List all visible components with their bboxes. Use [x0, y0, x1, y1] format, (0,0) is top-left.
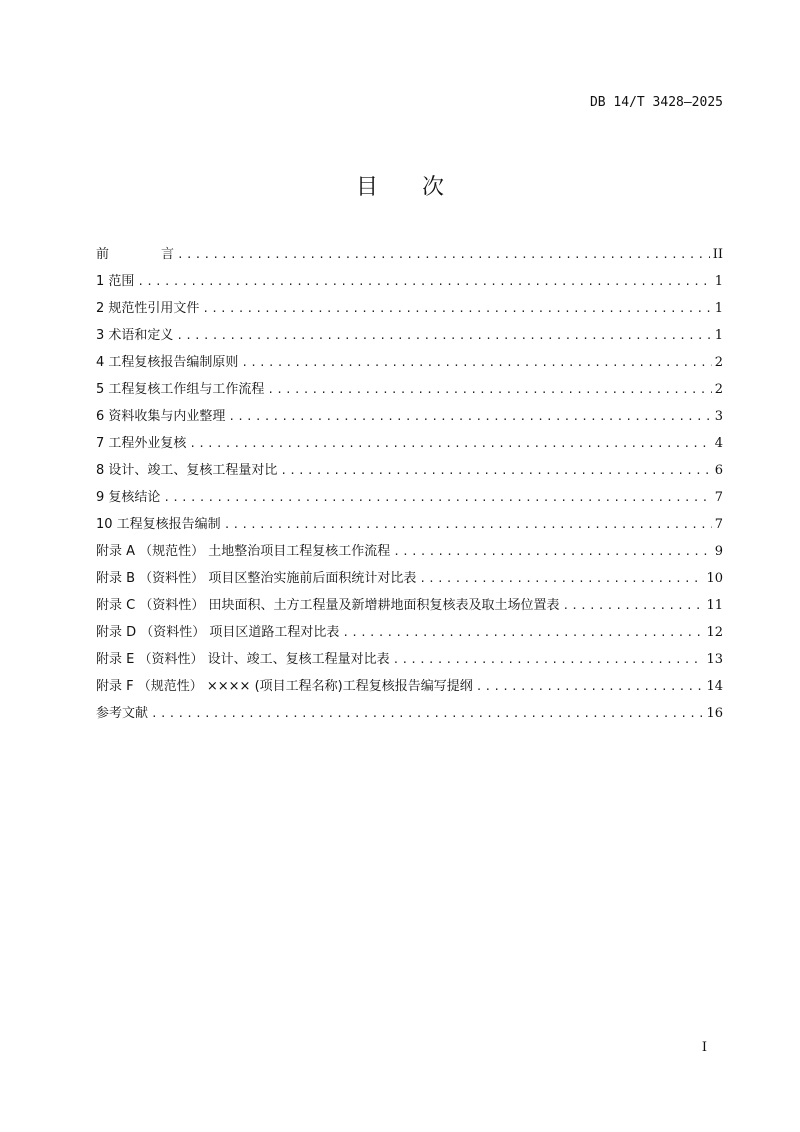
- document-code: DB 14/T 3428—2025: [589, 95, 723, 110]
- toc-page-number: 1: [714, 328, 723, 343]
- toc-page-number: 6: [714, 463, 723, 478]
- toc-leader-dots: [342, 619, 703, 646]
- toc-entry-label: 4 工程复核报告编制原则: [96, 355, 239, 370]
- toc-leader-dots: [267, 376, 711, 403]
- toc-entry-appendix-a[interactable]: [96, 538, 723, 565]
- toc-entry-appendix-e[interactable]: [96, 646, 723, 673]
- toc-leader-dots: [476, 673, 704, 700]
- toc-leader-dots: [224, 511, 712, 538]
- toc-entry[interactable]: [96, 430, 723, 457]
- toc-entry-label: 5 工程复核工作组与工作流程: [96, 382, 265, 397]
- toc-page-number: 3: [714, 409, 723, 424]
- toc-page-number: 14: [706, 679, 723, 694]
- toc-entry-label: 7 工程外业复核: [96, 436, 187, 451]
- toc-page-number: 1: [714, 301, 723, 316]
- toc-entry-label: 8 设计、竣工、复核工程量对比: [96, 463, 278, 478]
- toc-entry-appendix-b[interactable]: [96, 565, 723, 592]
- toc-entry-label: 附录 E （资料性） 设计、竣工、复核工程量对比表: [96, 652, 390, 667]
- toc-entry[interactable]: [96, 268, 723, 295]
- toc-entry-foreword[interactable]: [96, 241, 723, 268]
- toc-entry-label: 参考文献: [96, 706, 149, 721]
- toc-page-number: 1: [714, 274, 723, 289]
- toc-page-number: 9: [714, 544, 723, 559]
- toc-page-number: II: [712, 247, 723, 262]
- toc-entry-label: 前 言: [96, 247, 175, 262]
- toc-entry-label: 附录 B （资料性） 项目区整治实施前后面积统计对比表: [96, 571, 417, 586]
- table-of-contents: [96, 241, 723, 727]
- toc-leader-dots: [241, 349, 711, 376]
- toc-leader-dots: [562, 592, 703, 619]
- toc-leader-dots: [151, 700, 703, 727]
- toc-entry[interactable]: [96, 376, 723, 403]
- toc-entry-label: 1 范围: [96, 274, 135, 289]
- toc-entry-label: 2 规范性引用文件: [96, 301, 200, 316]
- toc-entry-label: 附录 A （规范性） 土地整治项目工程复核工作流程: [96, 544, 391, 559]
- toc-page-number: 13: [706, 652, 723, 667]
- page-number: I: [701, 1040, 707, 1055]
- toc-page-number: 10: [706, 571, 723, 586]
- toc-entry-label: 10 工程复核报告编制: [96, 517, 221, 532]
- toc-entry[interactable]: [96, 349, 723, 376]
- toc-leader-dots: [176, 322, 711, 349]
- toc-entry[interactable]: [96, 484, 723, 511]
- toc-entry-label: 9 复核结论: [96, 490, 161, 505]
- toc-page-number: 16: [706, 706, 723, 721]
- toc-leader-dots: [189, 430, 711, 457]
- toc-leader-dots: [280, 457, 711, 484]
- toc-page-number: 7: [714, 517, 723, 532]
- toc-leader-dots: [202, 295, 711, 322]
- toc-entry-label: 附录 D （资料性） 项目区道路工程对比表: [96, 625, 340, 640]
- toc-page-number: 7: [714, 490, 723, 505]
- toc-entry-label: 附录 F （规范性） ×××× (项目工程名称)工程复核报告编写提纲: [96, 679, 473, 694]
- toc-entry-label: 附录 C （资料性） 田块面积、土方工程量及新增耕地面积复核表及取土场位置表: [96, 598, 560, 613]
- toc-entry[interactable]: [96, 295, 723, 322]
- toc-entry[interactable]: [96, 457, 723, 484]
- toc-leader-dots: [177, 241, 710, 268]
- toc-leader-dots: [393, 538, 711, 565]
- toc-entry[interactable]: [96, 511, 723, 538]
- toc-entry-appendix-d[interactable]: [96, 619, 723, 646]
- toc-page-number: 4: [714, 436, 723, 451]
- toc-page-number: 11: [706, 598, 723, 613]
- toc-entry-appendix-f[interactable]: [96, 673, 723, 700]
- toc-leader-dots: [228, 403, 711, 430]
- title-char-2: 次: [422, 175, 445, 200]
- toc-entry[interactable]: [96, 403, 723, 430]
- toc-leader-dots: [393, 646, 704, 673]
- toc-page-number: 2: [714, 355, 723, 370]
- toc-entry-references[interactable]: [96, 700, 723, 727]
- toc-leader-dots: [137, 268, 711, 295]
- toc-entry-appendix-c[interactable]: [96, 592, 723, 619]
- toc-page-number: 12: [706, 625, 723, 640]
- title-char-1: 目: [355, 175, 378, 200]
- page-title: [0, 170, 800, 201]
- toc-entry-label: 6 资料收集与内业整理: [96, 409, 226, 424]
- toc-leader-dots: [419, 565, 703, 592]
- toc-entry-label: 3 术语和定义: [96, 328, 174, 343]
- toc-page-number: 2: [714, 382, 723, 397]
- toc-leader-dots: [163, 484, 711, 511]
- toc-entry[interactable]: [96, 322, 723, 349]
